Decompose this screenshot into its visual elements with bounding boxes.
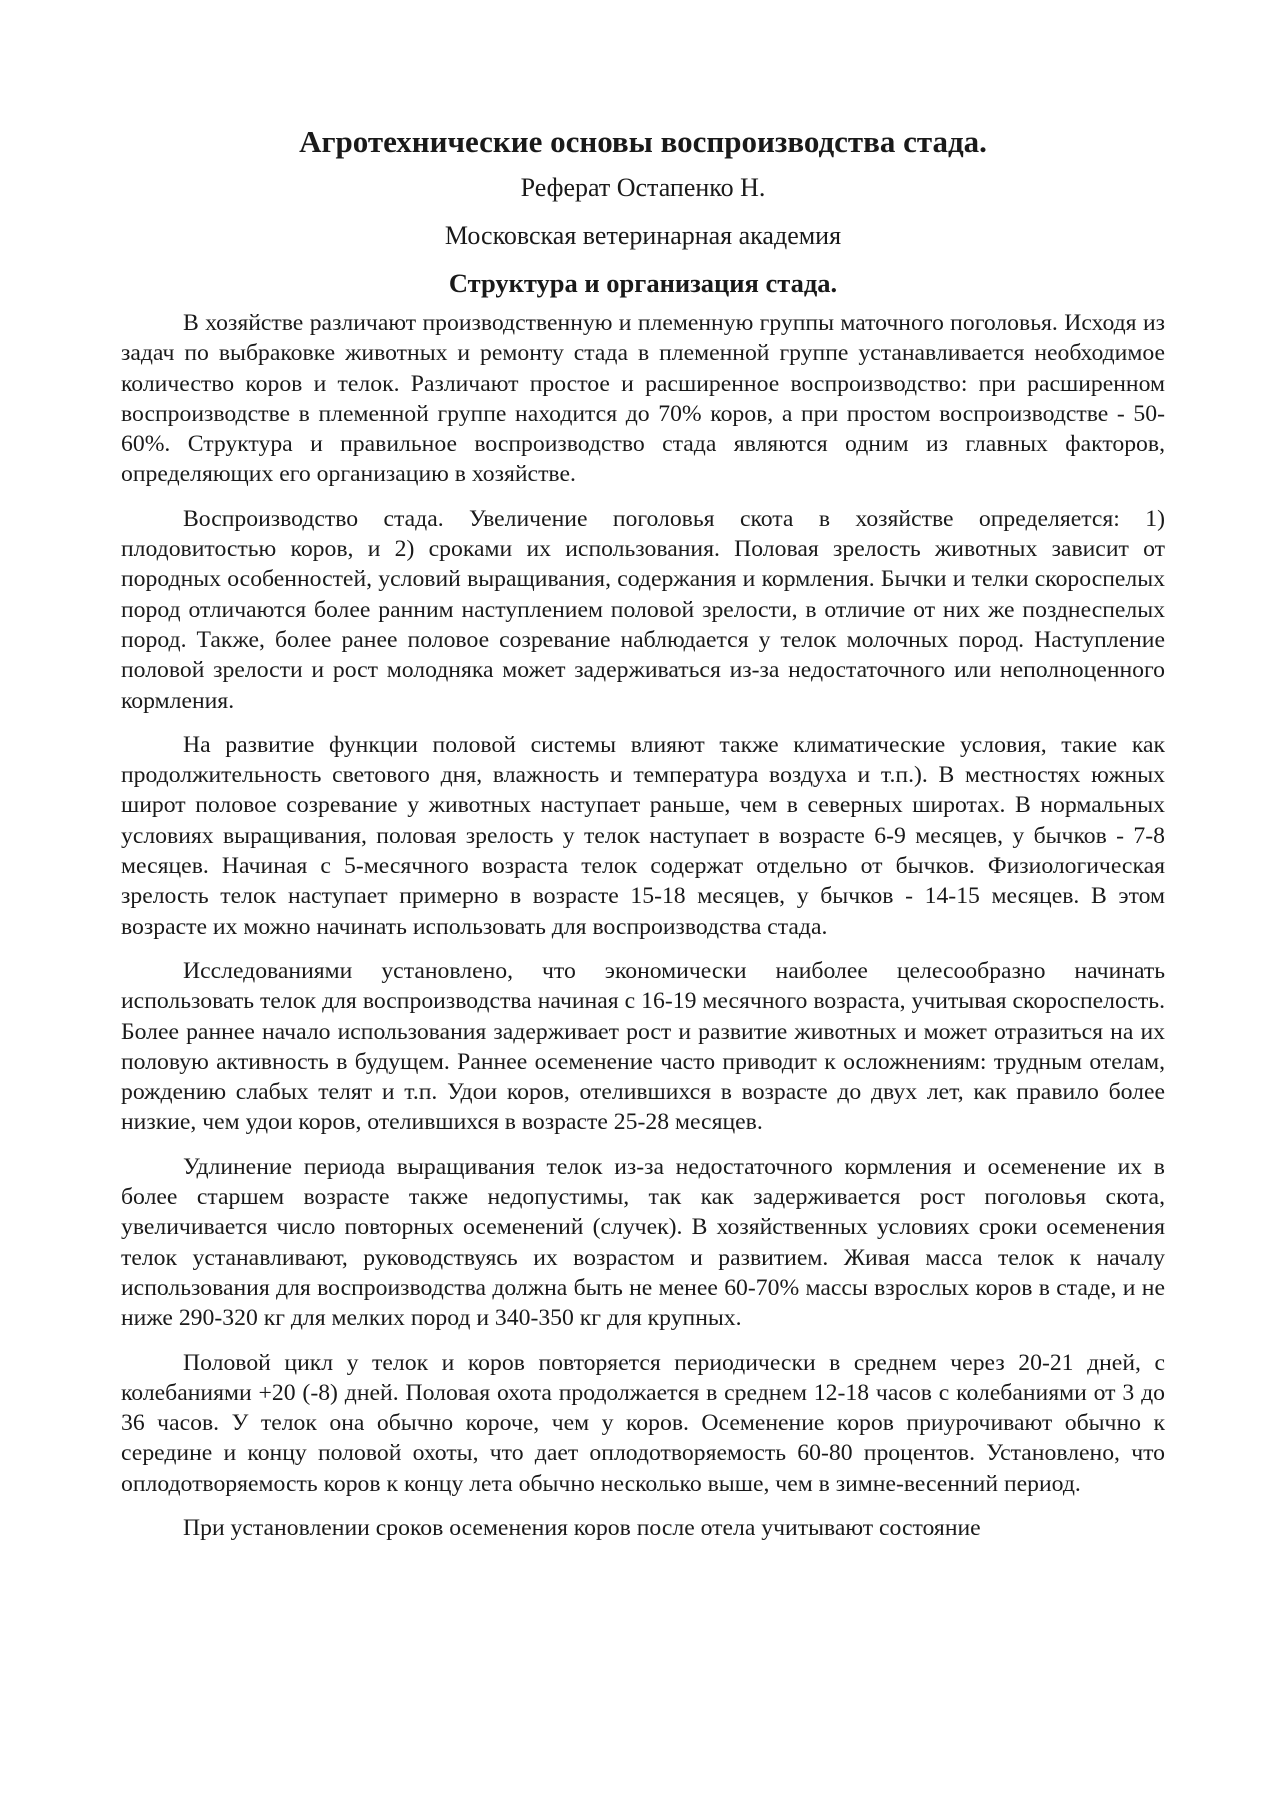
paragraph: В хозяйстве различают производственную и племенную группы маточного поголовья. Исходя из задач по выбраковке животных и ремонту стада в племенной группе устанавливается необходимое количество коров и телок. Различают простое и расширенное воспроизводство: при расширенном воспроизводстве в племенной группе находится до 70% коров, а при простом воспроизводстве - 50-60%. Структура и правильное воспроизводство стада являются одним из главных факторов, определяющих его организацию в хозяйстве. [121, 310, 1165, 488]
document-title: Агротехнические основы воспроизводства стада. [299, 124, 987, 159]
paragraph: Половой цикл у телок и коров повторяется периодически в среднем через 20-21 дней, с колебаниями +20 (-8) дней. Половая охота продолжается в среднем 12-18 часов с колебаниями от 3 до 36 часов. У телок она обычно короче, чем у коров. Осеменение коров приурочивают обычно к середине и концу половой охоты, что дает оплодотворяемость 60-80 процентов. Установлено, что оплодотворяемость коров к концу лета обычно несколько выше, чем в зимне-весенний период. [121, 1349, 1165, 1497]
paragraph: На развитие функции половой системы влияют также климатические условия, такие как продолжительность светового дня, влажность и температура воздуха и т.п.). В местностях южных широт половое созревание у животных наступает раньше, чем в северных широтах. В нормальных условиях выращивания, половая зрелость у телок наступает в возрасте 6-9 месяцев, у бычков - 7-8 месяцев. Начиная с 5-месячного возраста телок содержат отдельно от бычков. Физиологическая зрелость телок наступает примерно в возрасте 15-18 месяцев, у бычков - 14-15 месяцев. В этом возрасте их можно начинать использовать для воспроизводства стада. [121, 731, 1165, 940]
paragraph: Исследованиями установлено, что экономически наиболее целесообразно начинать использовать телок для воспроизводства начиная с 16-19 месячного возраста, учитывая скороспелость. Более раннее начало использования задерживает рост и развитие животных и может отразиться на их половую активность в будущем. Раннее осеменение часто приводит к осложнениям: трудным отелам, рождению слабых телят и т.п. Удои коров, отелившихся в возрасте до двух лет, как правило более низкие, чем удои коров, отелившихся в возрасте 25-28 месяцев. [121, 957, 1165, 1136]
paragraph: При установлении сроков осеменения коров после отела учитывают состояние [183, 1514, 981, 1541]
paragraph: Удлинение периода выращивания телок из-за недостаточного кормления и осеменение их в более старшем возрасте также недопустимы, так как задерживается рост поголовья скота, увеличивается число повторных осеменений (случек). В хозяйственных условиях сроки осеменения телок устанавливают, руководствуясь их возрастом и развитием. Живая масса телок к началу использования для воспроизводства должна быть не менее 60-70% массы взрослых коров в стаде, и не ниже 290-320 кг для мелких пород и 340-350 кг для крупных. [121, 1153, 1165, 1332]
section-heading: Структура и организация стада. [448, 268, 838, 298]
document-author: Реферат Остапенко Н. [520, 173, 766, 202]
paragraph: Воспроизводство стада. Увеличение поголовья скота в хозяйстве определяется: 1) плодовитостью коров, и 2) сроками их использования. Половая зрелость животных зависит от породных особенностей, условий выращивания, содержания и кормления. Бычки и телки скороспелых пород отличаются более ранним наступлением половой зрелости, в отличие от них же позднеспелых пород. Также, более ранее половое созревание наблюдается у телок молочных пород. Наступление половой зрелости и рост молодняка может задерживаться из-за недостаточного или неполноценного кормления. [121, 505, 1165, 714]
document-organization: Московская ветеринарная академия [444, 221, 842, 250]
document-body [121, 122, 1165, 1543]
